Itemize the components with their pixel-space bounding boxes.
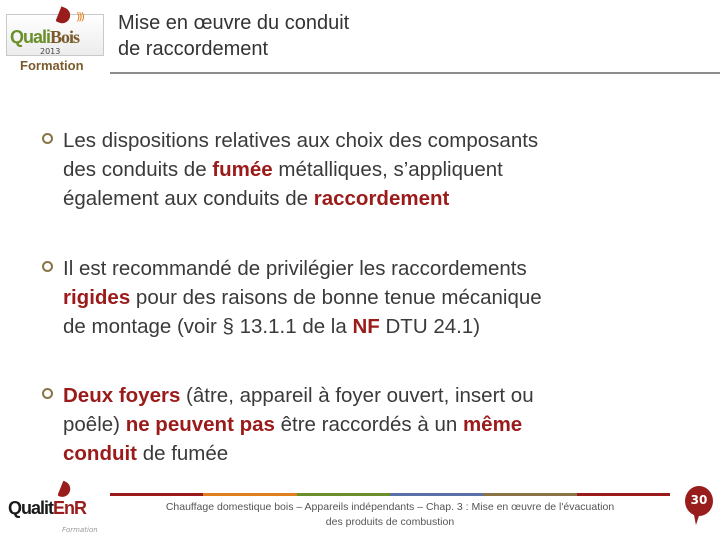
footer-bar-segment bbox=[577, 493, 670, 496]
highlighted-term: ne peuvent pas bbox=[125, 413, 275, 436]
bullet-circle-icon bbox=[42, 261, 53, 272]
highlighted-term: fumée bbox=[212, 158, 273, 181]
footer-logo-wordmark: QualitEnR bbox=[8, 498, 87, 518]
bullet-text-segment: Il est recommandé de privilégier les raccordements bbox=[63, 257, 527, 280]
footer-caption-line2: des produits de combustion bbox=[325, 516, 455, 528]
bullet-text-segment: pour des raisons de bonne tenue mécanique bbox=[130, 286, 542, 309]
highlighted-term: raccordement bbox=[313, 187, 450, 210]
bullet-item bbox=[42, 381, 682, 468]
logo-flame-icon: ))) bbox=[76, 10, 83, 23]
bullet-text-segment: métalliques, s’appliquent bbox=[272, 158, 503, 181]
bullet-text-segment: DTU 24.1) bbox=[379, 315, 481, 338]
logo-tagline: Formation bbox=[20, 58, 84, 73]
highlighted-term: même bbox=[462, 413, 523, 436]
bullet-line bbox=[63, 155, 682, 184]
bullet-line bbox=[63, 283, 682, 312]
footer-bar-segment bbox=[297, 493, 390, 496]
footer-bar-segment bbox=[110, 493, 203, 496]
footer-caption bbox=[112, 500, 668, 530]
bullet-item bbox=[42, 126, 682, 213]
slide-title-line1: Mise en œuvre du conduit bbox=[118, 12, 350, 34]
highlighted-term: Deux foyers bbox=[63, 384, 181, 407]
bullet-line bbox=[63, 254, 682, 283]
logo-wordmark: QualiBois bbox=[10, 27, 80, 47]
highlighted-term: NF bbox=[352, 315, 380, 338]
qualibois-formation-logo bbox=[6, 8, 106, 72]
footer-logo-tagline: Formation bbox=[62, 526, 98, 534]
bullet-text bbox=[42, 126, 682, 213]
page-number: 30 bbox=[690, 493, 708, 507]
bullet-item bbox=[42, 254, 682, 341]
highlighted-term: conduit bbox=[63, 442, 138, 465]
bullet-text-segment: de fumée bbox=[137, 442, 229, 465]
highlighted-term: rigides bbox=[63, 286, 131, 309]
bullet-text-segment: être raccordés à un bbox=[274, 413, 463, 436]
footer-bar-segment bbox=[203, 493, 296, 496]
footer-caption-line1: Chauffage domestique bois – Appareils indépendants – Chap. 3 : Mise en œuvre de l'évacuation bbox=[165, 501, 615, 513]
bullet-line bbox=[63, 410, 682, 439]
title-divider bbox=[110, 72, 720, 74]
qualitenr-formation-logo bbox=[4, 482, 104, 540]
bullet-line bbox=[63, 184, 682, 213]
bullet-text-segment: Les dispositions relatives aux choix des composants bbox=[63, 129, 539, 152]
slide-title bbox=[118, 10, 349, 62]
footer-bar-segment bbox=[483, 493, 576, 496]
bullet-text bbox=[42, 381, 682, 468]
bullet-circle-icon bbox=[42, 133, 53, 144]
bullet-text-segment: des conduits de bbox=[63, 158, 213, 181]
bullet-circle-icon bbox=[42, 388, 53, 399]
slide-title-line2: de raccordement bbox=[118, 38, 269, 60]
logo-year: 2013 bbox=[40, 47, 61, 56]
page-number-badge bbox=[683, 486, 717, 526]
bullet-text-segment: également aux conduits de bbox=[63, 187, 314, 210]
footer-bar-segment bbox=[390, 493, 483, 496]
bullet-text-segment: poêle) bbox=[63, 413, 126, 436]
bullet-line bbox=[63, 126, 682, 155]
bullet-line bbox=[63, 381, 682, 410]
bullet-line bbox=[63, 312, 682, 341]
footer-color-bar bbox=[110, 493, 670, 496]
bullet-text-segment: de montage (voir § 13.1.1 de la bbox=[63, 315, 353, 338]
footer-logo-comma-icon bbox=[57, 481, 72, 500]
bullet-line bbox=[63, 439, 682, 468]
bullet-text-segment: (âtre, appareil à foyer ouvert, insert ou bbox=[180, 384, 534, 407]
bullet-text bbox=[42, 254, 682, 341]
